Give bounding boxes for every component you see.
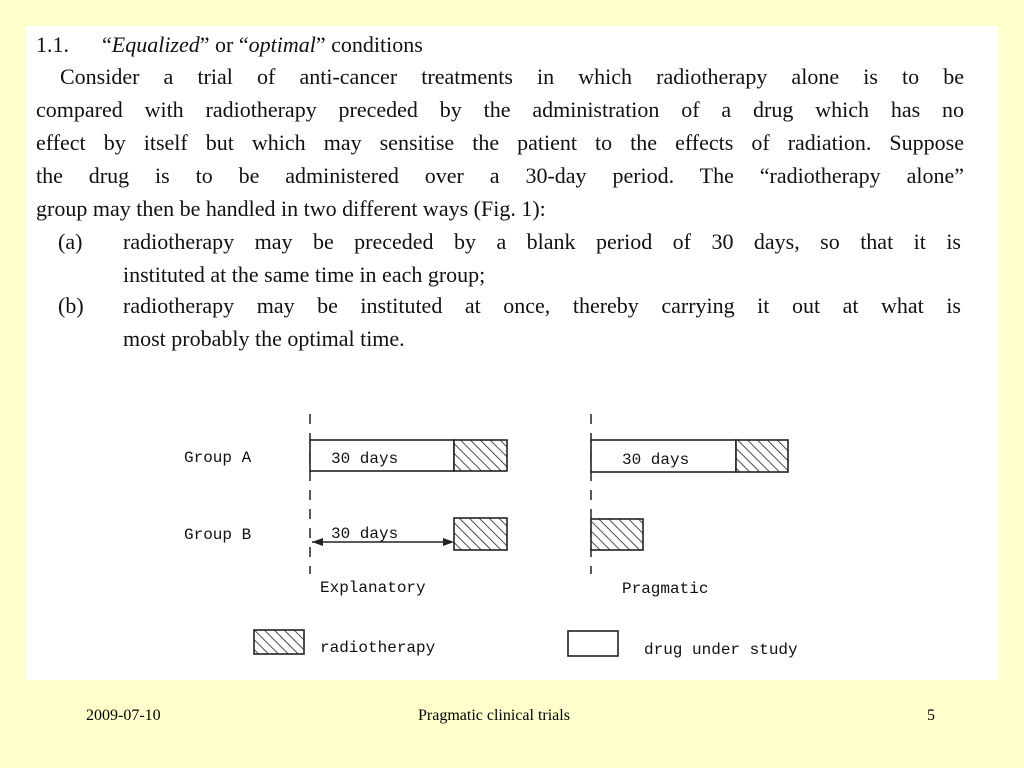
paragraph-line: Consider a trial of anti-cancer treatments in which radiotherapy alone is to be — [60, 64, 964, 89]
scanned-page — [26, 26, 998, 680]
footer-title: Pragmatic clinical trials — [418, 707, 570, 724]
legend-radio-swatch — [254, 630, 304, 654]
paragraph-line: the drug is to be administered over a 30-day period. The “radiotherapy alone” — [36, 163, 964, 188]
item-line: radiotherapy may be preceded by a blank period of 30 days, so that it is — [123, 229, 961, 254]
radio-bar-explanatory-b — [454, 518, 507, 550]
paragraph-line: group may then be handled in two different ways (Fig. 1): — [36, 196, 546, 221]
item-line: radiotherapy may be instituted at once, thereby carrying it out at what is — [123, 293, 961, 318]
legend-drug-swatch — [568, 631, 618, 656]
bar-label-explanatory-b: 30 days — [331, 525, 399, 543]
title-equalized: Equalized — [111, 32, 200, 57]
paragraph-line: compared with radiotherapy preceded by the administration of a drug which has no — [36, 97, 964, 122]
bar-label-explanatory-a: 30 days — [331, 450, 399, 468]
group-a-label: Group A — [184, 449, 252, 467]
legend-radio-label: radiotherapy — [320, 639, 436, 657]
explanatory-label: Explanatory — [320, 579, 426, 597]
arrow-head-left — [312, 538, 323, 546]
title-conditions: ” conditions — [315, 32, 423, 57]
pragmatic-label: Pragmatic — [622, 580, 709, 598]
arrow-head-right — [443, 538, 454, 546]
figure-1 — [26, 26, 998, 680]
bar-label-pragmatic-a: 30 days — [622, 451, 690, 469]
quote-mark: “ — [102, 32, 112, 57]
item-tag: (a) — [58, 229, 83, 254]
group-b-label: Group B — [184, 526, 252, 544]
item-tag: (b) — [58, 293, 84, 318]
radio-bar-pragmatic-a — [736, 440, 788, 472]
paragraph-line: effect by itself but which may sensitise the patient to the effects of radiation. Suppose — [36, 130, 964, 155]
legend-drug-label: drug under study — [644, 641, 798, 659]
title-connector: ” or “ — [199, 32, 249, 57]
radio-bar-explanatory-a — [454, 440, 507, 471]
footer-page-number: 5 — [927, 707, 935, 724]
radio-bar-pragmatic-b — [591, 519, 643, 550]
section-number: 1.1. — [36, 32, 69, 57]
footer-date: 2009-07-10 — [86, 707, 161, 724]
item-line: instituted at the same time in each group; — [123, 262, 486, 287]
title-optimal: optimal — [248, 32, 316, 57]
item-line: most probably the optimal time. — [123, 326, 405, 351]
